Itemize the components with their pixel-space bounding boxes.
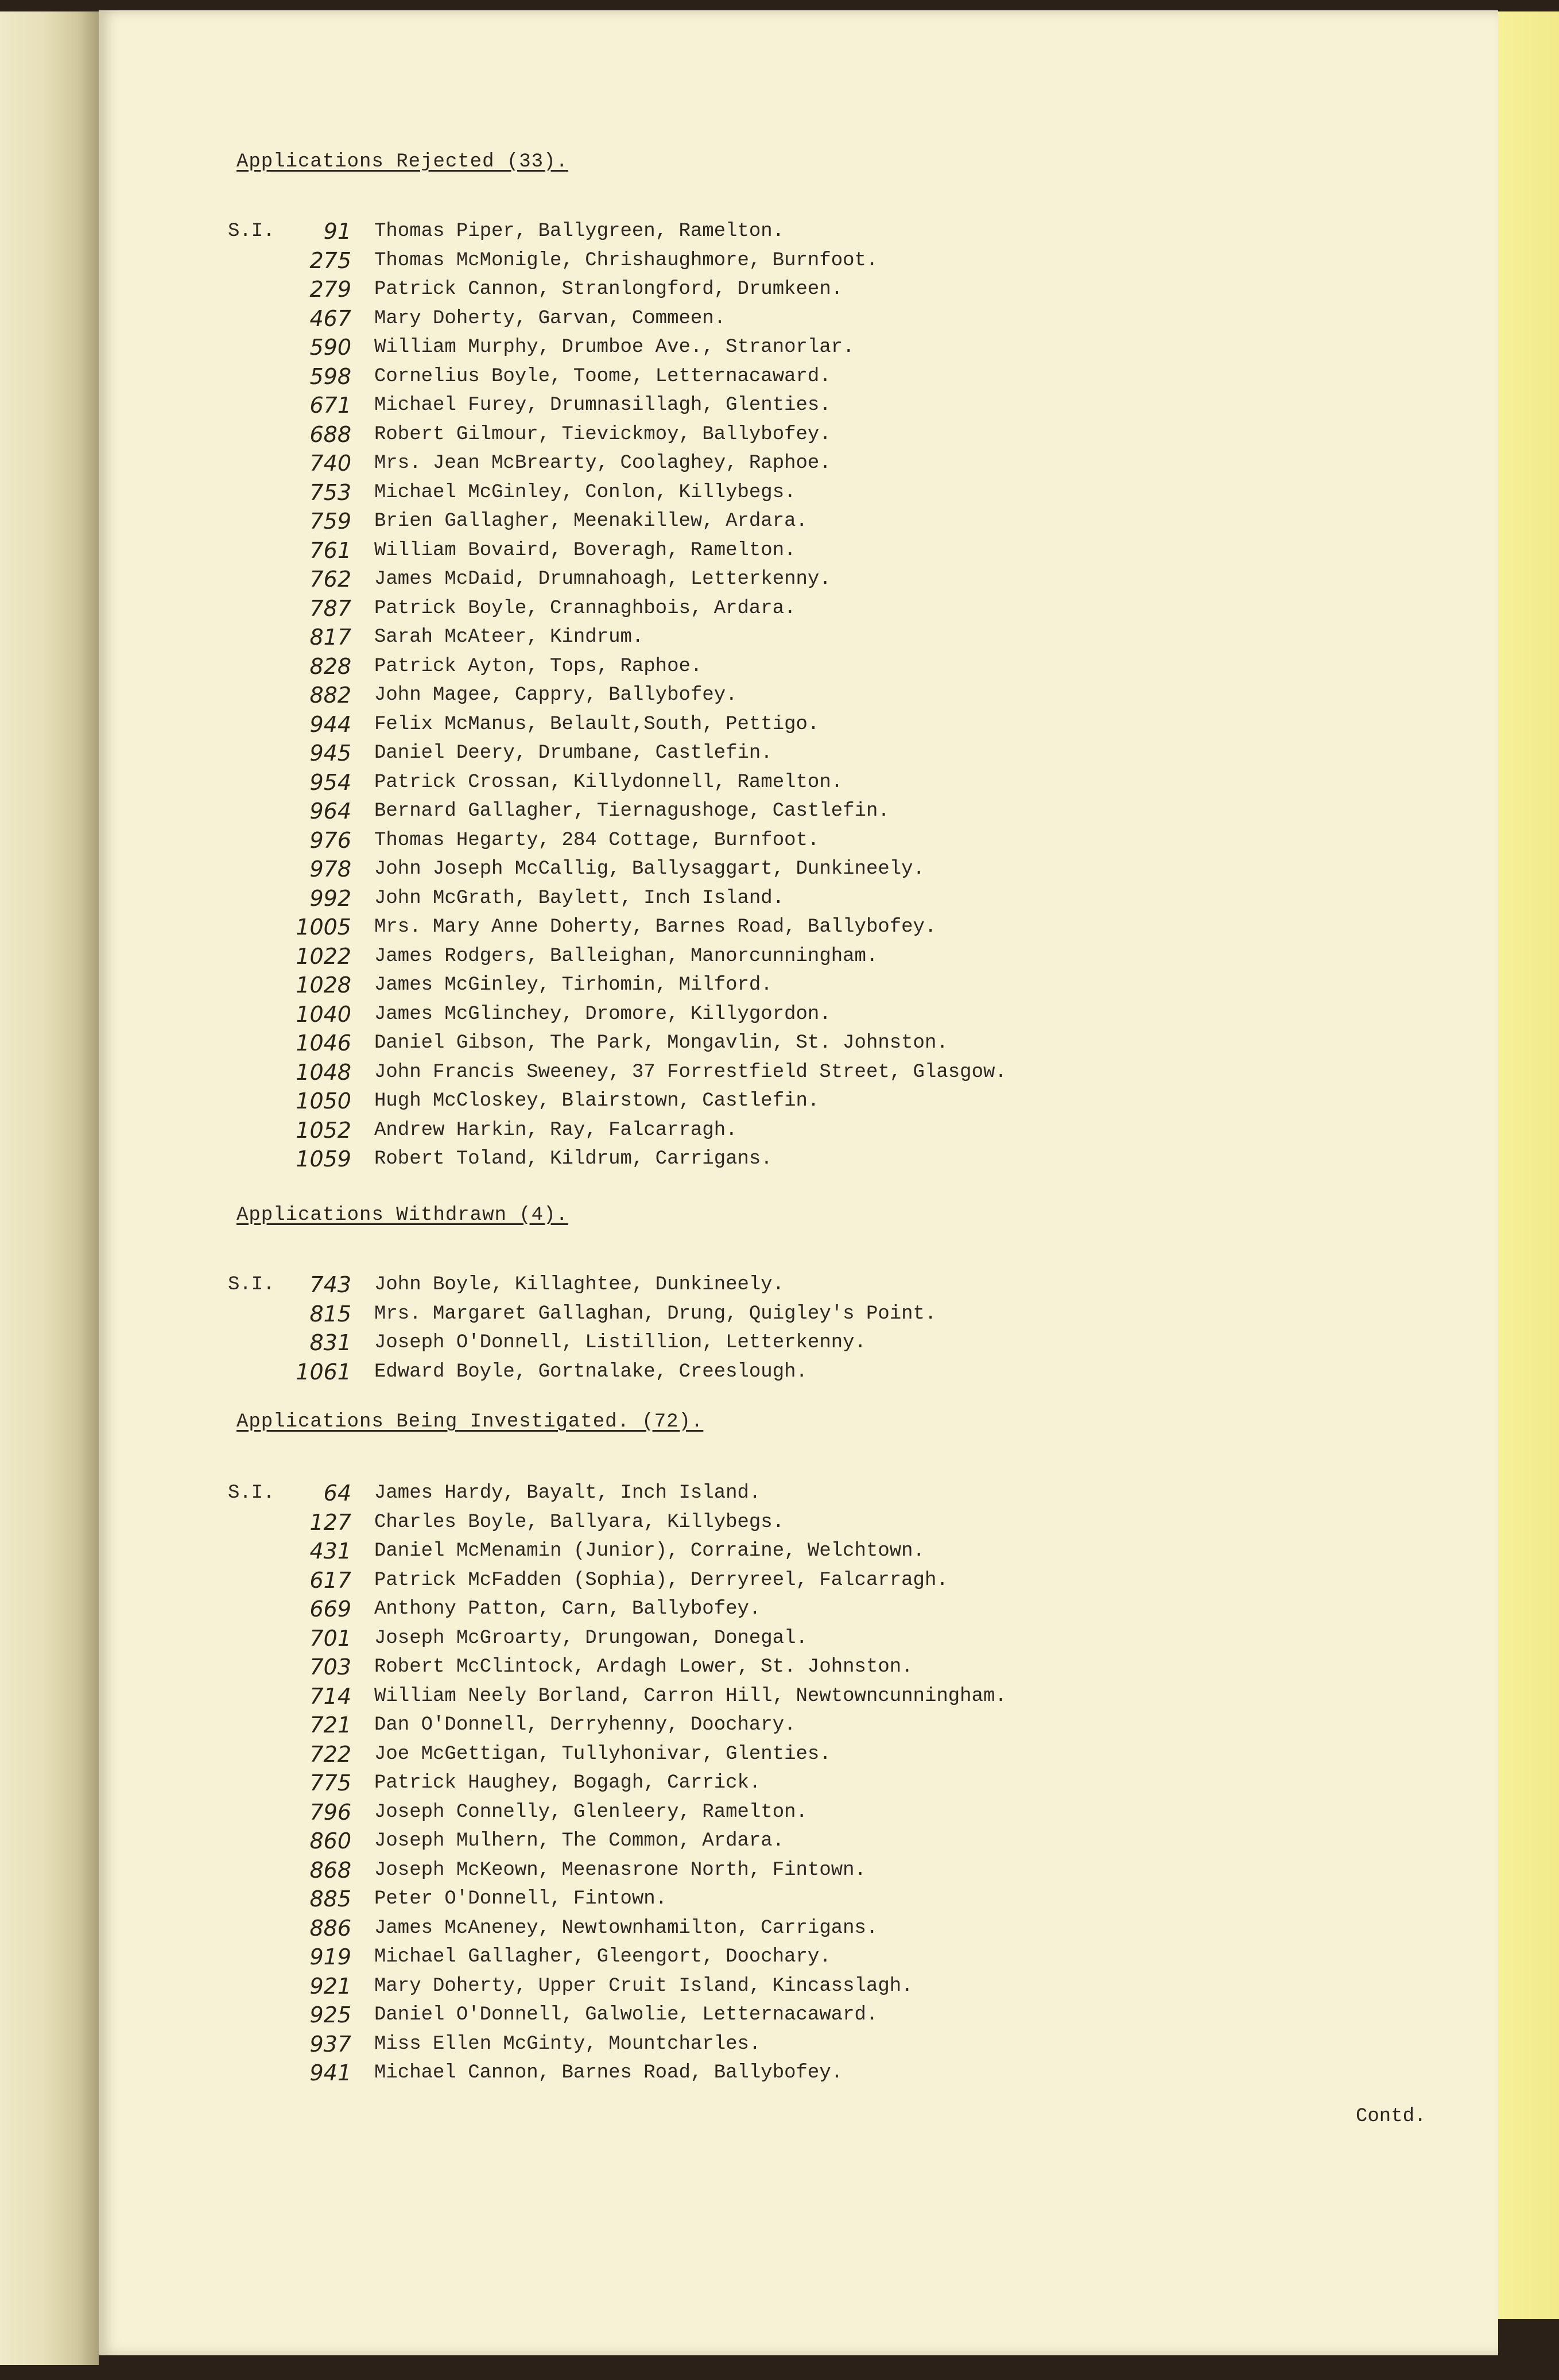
list-item — [99, 681, 1476, 710]
list-item — [99, 1769, 1476, 1797]
contd-note: Contd. — [1356, 2106, 1426, 2127]
entry-text: Bernard Gallagher, Tiernagushoge, Castlefin. — [374, 800, 890, 822]
entry-text: Thomas Hegarty, 284 Cottage, Burnfoot. — [374, 829, 820, 851]
list-item — [99, 478, 1476, 507]
list-item — [99, 855, 1476, 883]
list-item — [99, 2001, 1476, 2029]
entry-text: Dan O'Donnell, Derryhenny, Doochary. — [374, 1714, 796, 1736]
entry-text: John Boyle, Killaghtee, Dunkineely. — [374, 1274, 785, 1296]
entry-number: 868 — [309, 1857, 351, 1883]
list-item — [99, 275, 1476, 304]
entry-number: 467 — [309, 305, 351, 331]
entry-number: 944 — [309, 711, 351, 737]
entry-text: Mary Doherty, Garvan, Commeen. — [374, 307, 726, 330]
list-item — [99, 1508, 1476, 1537]
entry-text: Daniel O'Donnell, Galwolie, Letternacaward. — [374, 2004, 878, 2026]
list-item — [99, 1798, 1476, 1827]
list-item — [99, 1058, 1476, 1087]
entry-text: Peter O'Donnell, Fintown. — [374, 1888, 668, 1910]
entry-text: Cornelius Boyle, Toome, Letternacaward. — [374, 365, 831, 387]
entry-number: 882 — [309, 683, 351, 708]
section-heading: Applications Rejected (33). — [236, 151, 568, 173]
list-item — [99, 1856, 1476, 1885]
entry-number: 431 — [309, 1538, 351, 1564]
entry-text: Miss Ellen McGinty, Mountcharles. — [374, 2033, 761, 2055]
si-prefix: S.I. — [228, 1482, 275, 1504]
list-item — [99, 1885, 1476, 1913]
entry-number: 753 — [309, 479, 351, 505]
entry-text: Patrick McFadden (Sophia), Derryreel, Falcarragh. — [374, 1569, 948, 1591]
entry-number: 945 — [309, 741, 351, 766]
entry-number: 761 — [309, 537, 351, 563]
entry-text: John Magee, Cappry, Ballybofey. — [374, 684, 738, 706]
list-item — [99, 1740, 1476, 1769]
entry-text: Michael Cannon, Barnes Road, Ballybofey. — [374, 2062, 843, 2084]
entry-text: James McGlinchey, Dromore, Killygordon. — [374, 1003, 831, 1025]
entry-text: Thomas McMonigle, Chrishaughmore, Burnfoot. — [374, 249, 878, 272]
entry-number: 721 — [309, 1712, 351, 1738]
entry-text: William Bovaird, Boveragh, Ramelton. — [374, 539, 796, 561]
list-item — [99, 1595, 1476, 1623]
list-item — [99, 594, 1476, 623]
list-item — [99, 1270, 1476, 1299]
entry-text: Joe McGettigan, Tullyhonivar, Glenties. — [374, 1743, 831, 1765]
list-item — [99, 536, 1476, 565]
section-heading: Applications Withdrawn (4). — [236, 1204, 568, 1226]
entry-text: Patrick Boyle, Crannaghbois, Ardara. — [374, 597, 796, 619]
list-item — [99, 333, 1476, 362]
list-item — [99, 1358, 1476, 1386]
entry-text: Anthony Patton, Carn, Ballybofey. — [374, 1598, 761, 1620]
entry-number: 796 — [309, 1799, 351, 1825]
list-item — [99, 1682, 1476, 1711]
entry-text: Felix McManus, Belault,South, Pettigo. — [374, 713, 820, 735]
entry-number: 886 — [309, 1915, 351, 1941]
list-item — [99, 1000, 1476, 1029]
entry-number: 1022 — [296, 943, 351, 969]
entry-number: 722 — [309, 1741, 351, 1767]
entry-number: 992 — [309, 885, 351, 911]
entry-number: 1050 — [296, 1088, 351, 1114]
entry-number: 1059 — [296, 1146, 351, 1172]
entry-text: Robert Gilmour, Tievickmoy, Ballybofey. — [374, 423, 831, 445]
list-item — [99, 420, 1476, 449]
entry-number: 714 — [309, 1683, 351, 1709]
entry-text: John McGrath, Baylett, Inch Island. — [374, 887, 785, 909]
entry-number: 831 — [309, 1330, 351, 1355]
entry-number: 701 — [309, 1625, 351, 1651]
list-item — [99, 1328, 1476, 1357]
entry-text: James McAneney, Newtownhamilton, Carrigans. — [374, 1917, 878, 1939]
document-page — [99, 10, 1498, 2355]
list-item — [99, 1711, 1476, 1739]
entry-number: 743 — [309, 1272, 351, 1297]
entry-text: Daniel Deery, Drumbane, Castlefin. — [374, 742, 773, 764]
entry-number: 127 — [309, 1509, 351, 1535]
entry-number: 885 — [309, 1886, 351, 1912]
list-item — [99, 1029, 1476, 1057]
list-item — [99, 652, 1476, 681]
entry-text: Joseph Mulhern, The Common, Ardara. — [374, 1830, 785, 1852]
entry-text: Mrs. Mary Anne Doherty, Barnes Road, Ballybofey. — [374, 916, 937, 938]
list-item — [99, 1300, 1476, 1328]
entry-text: Patrick Crossan, Killydonnell, Ramelton. — [374, 771, 843, 793]
entry-text: Mrs. Jean McBrearty, Coolaghey, Raphoe. — [374, 452, 831, 474]
entry-text: James McDaid, Drumnahoagh, Letterkenny. — [374, 568, 831, 590]
entry-text: Brien Gallagher, Meenakillew, Ardara. — [374, 510, 808, 532]
list-item — [99, 391, 1476, 420]
entry-text: Michael Furey, Drumnasillagh, Glenties. — [374, 394, 831, 416]
entry-number: 762 — [309, 567, 351, 592]
list-item — [99, 449, 1476, 478]
entry-text: John Francis Sweeney, 37 Forrestfield Street, Glasgow. — [374, 1061, 1007, 1083]
entry-text: Daniel Gibson, The Park, Mongavlin, St. Johnston. — [374, 1032, 948, 1054]
si-prefix: S.I. — [228, 220, 275, 242]
entry-text: Thomas Piper, Ballygreen, Ramelton. — [374, 220, 785, 242]
list-item — [99, 1624, 1476, 1653]
entry-number: 688 — [309, 421, 351, 447]
entry-number: 775 — [309, 1770, 351, 1796]
entry-text: Hugh McCloskey, Blairstown, Castlefin. — [374, 1090, 820, 1112]
list-item — [99, 1116, 1476, 1145]
entry-text: John Joseph McCallig, Ballysaggart, Dunkineely. — [374, 858, 925, 880]
entry-text: Mary Doherty, Upper Cruit Island, Kincasslagh. — [374, 1975, 913, 1997]
list-item — [99, 2030, 1476, 2059]
list-item — [99, 884, 1476, 913]
entry-text: James Hardy, Bayalt, Inch Island. — [374, 1482, 761, 1504]
entry-text: Charles Boyle, Ballyara, Killybegs. — [374, 1511, 785, 1533]
entry-text: Mrs. Margaret Gallaghan, Drung, Quigley's Point. — [374, 1303, 937, 1325]
entry-number: 815 — [309, 1301, 351, 1327]
entry-text: Daniel McMenamin (Junior), Corraine, Welchtown. — [374, 1540, 925, 1562]
entry-number: 1052 — [296, 1117, 351, 1143]
entry-text: Edward Boyle, Gortnalake, Creeslough. — [374, 1360, 808, 1383]
entry-text: Joseph McKeown, Meenasrone North, Fintown. — [374, 1859, 866, 1881]
list-item — [99, 826, 1476, 855]
entry-number: 860 — [309, 1828, 351, 1854]
entry-number: 978 — [309, 856, 351, 882]
entry-text: Joseph McGroarty, Drungowan, Donegal. — [374, 1627, 808, 1649]
entry-number: 919 — [309, 1944, 351, 1970]
entry-number: 1040 — [296, 1001, 351, 1027]
entry-text: Robert McClintock, Ardagh Lower, St. Johnston. — [374, 1656, 913, 1678]
entry-number: 921 — [309, 1973, 351, 1999]
entry-text: James McGinley, Tirhomin, Milford. — [374, 974, 773, 996]
si-prefix: S.I. — [228, 1274, 275, 1296]
entry-number: 669 — [309, 1596, 351, 1622]
entry-number: 925 — [309, 2002, 351, 2028]
entry-text: Sarah McAteer, Kindrum. — [374, 626, 644, 648]
entry-number: 937 — [309, 2031, 351, 2057]
list-item — [99, 942, 1476, 971]
list-item — [99, 710, 1476, 739]
entry-number: 787 — [309, 595, 351, 621]
entry-number: 1028 — [296, 972, 351, 998]
list-item — [99, 797, 1476, 825]
list-item — [99, 507, 1476, 536]
entry-number: 954 — [309, 769, 351, 795]
entry-text: William Murphy, Drumboe Ave., Stranorlar. — [374, 336, 855, 358]
entry-text: Patrick Cannon, Stranlongford, Drumkeen. — [374, 278, 843, 300]
list-item — [99, 217, 1476, 246]
list-item — [99, 1145, 1476, 1173]
list-item — [99, 913, 1476, 941]
left-binding-edge — [0, 11, 99, 2365]
entry-text: Andrew Harkin, Ray, Falcarragh. — [374, 1119, 738, 1141]
entry-text: William Neely Borland, Carron Hill, Newtowncunningham. — [374, 1685, 1007, 1707]
entry-number: 1061 — [296, 1359, 351, 1385]
entry-number: 703 — [309, 1654, 351, 1680]
list-item — [99, 1653, 1476, 1681]
entry-number: 740 — [309, 451, 351, 476]
entry-text: Joseph O'Donnell, Listillion, Letterkenny. — [374, 1332, 866, 1354]
entry-text: Joseph Connelly, Glenleery, Ramelton. — [374, 1801, 808, 1823]
entry-number: 617 — [309, 1567, 351, 1593]
list-item — [99, 1087, 1476, 1115]
entry-number: 976 — [309, 827, 351, 853]
list-item — [99, 1827, 1476, 1855]
entry-number: 1005 — [296, 914, 351, 940]
entry-text: Patrick Haughey, Bogagh, Carrick. — [374, 1772, 761, 1794]
entry-number: 759 — [309, 509, 351, 534]
list-item — [99, 1479, 1476, 1507]
list-item — [99, 1537, 1476, 1565]
right-paper-strip — [1498, 11, 1559, 2319]
entry-text: Michael McGinley, Conlon, Killybegs. — [374, 481, 796, 503]
list-item — [99, 971, 1476, 999]
list-item — [99, 739, 1476, 768]
list-item — [99, 1914, 1476, 1943]
entry-number: 1046 — [296, 1030, 351, 1056]
list-item — [99, 1566, 1476, 1595]
entry-number: 590 — [309, 335, 351, 360]
list-item — [99, 2059, 1476, 2087]
list-item — [99, 565, 1476, 594]
entry-number: 671 — [309, 393, 351, 418]
entry-number: 279 — [309, 277, 351, 302]
entry-text: James Rodgers, Balleighan, Manorcunningham. — [374, 945, 878, 967]
list-item — [99, 768, 1476, 797]
entry-number: 828 — [309, 653, 351, 679]
entry-number: 817 — [309, 625, 351, 650]
entry-text: Robert Toland, Kildrum, Carrigans. — [374, 1148, 773, 1170]
entry-number: 964 — [309, 798, 351, 824]
list-item — [99, 1943, 1476, 1971]
entry-number: 91 — [323, 219, 351, 244]
entry-text: Patrick Ayton, Tops, Raphoe. — [374, 655, 703, 677]
entry-number: 64 — [323, 1480, 351, 1506]
entry-number: 598 — [309, 363, 351, 389]
list-item — [99, 246, 1476, 275]
list-item — [99, 304, 1476, 333]
entry-number: 1048 — [296, 1059, 351, 1085]
entry-number: 275 — [309, 247, 351, 273]
entry-number: 941 — [309, 2060, 351, 2086]
list-item — [99, 1972, 1476, 2001]
section-heading: Applications Being Investigated. (72). — [236, 1411, 704, 1433]
list-item — [99, 362, 1476, 391]
list-item — [99, 623, 1476, 652]
entry-text: Michael Gallagher, Gleengort, Doochary. — [374, 1946, 831, 1968]
